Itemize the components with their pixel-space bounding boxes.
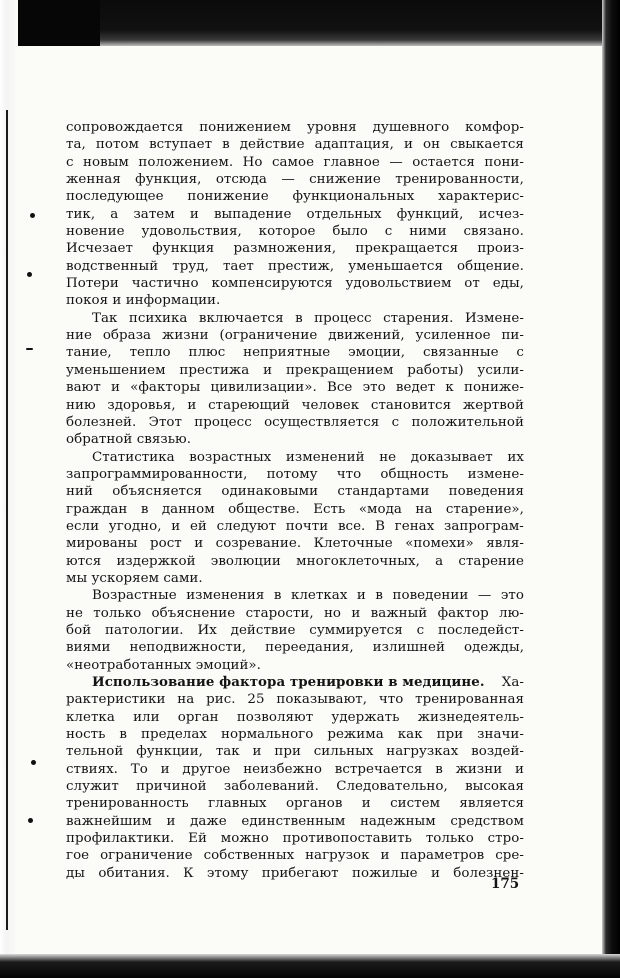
text-line: запрограммированности, потому что общность измене- <box>66 466 524 482</box>
text-line: последующее понижение функциональных характерис- <box>66 189 524 205</box>
paragraph <box>66 587 524 674</box>
text-line: новение удовольствия, которое было с ними связано. <box>66 224 524 240</box>
text-line: если угодно, и ей следуют почти все. В генах запрограм- <box>66 518 524 534</box>
text-line: водственный труд, тает престиж, уменьшается общение. <box>66 258 524 274</box>
paragraph <box>66 449 524 588</box>
text-line: тельной функции, так и при сильных нагрузках воздей- <box>66 744 524 760</box>
text-line: клетка или орган позволяют удержать жизнедеятель- <box>66 709 524 725</box>
page-number: 175 <box>491 876 520 892</box>
section-heading: Использование фактора тренировки в медицине. <box>92 674 485 690</box>
text-line: тание, тепло плюс неприятные эмоции, связанные с <box>66 345 524 361</box>
text-line: «неотработанных эмоций». <box>66 657 261 673</box>
text-line: не только объяснение старости, но и важный фактор лю- <box>66 605 524 621</box>
text-line: граждан в данном обществе. Есть «мода на старение», <box>66 501 524 517</box>
scan-left-edge-line <box>6 110 8 930</box>
scan-speck <box>31 760 36 765</box>
text-line: Статистика возрастных изменений не доказывает их <box>92 449 524 465</box>
paragraph <box>66 119 524 310</box>
text-line: Потери частично компенсируются удовольствием от еды, <box>66 276 524 292</box>
text-line: виями неподвижности, переедания, излишней одежды, <box>66 640 524 656</box>
text-line: ность в пределах нормального режима как при значи- <box>66 727 524 743</box>
text-line: мированы рост и созревание. Клеточные «помехи» явля- <box>66 536 524 552</box>
text-line: ний объясняется одинаковыми стандартами поведения <box>66 484 524 500</box>
text-line: женная функция, отсюда — снижение тренированности, <box>66 172 524 188</box>
text-line: бой патологии. Их действие суммируется с последейст- <box>66 622 524 638</box>
text-line <box>66 674 524 691</box>
text-line: ются издержкой эволюции многоклеточных, а старение <box>66 553 524 569</box>
text-line: уменьшением престижа и прекращением работы) усили- <box>66 362 524 378</box>
text-line: нию здоровья, и стареющий человек становится жертвой <box>66 397 524 413</box>
scan-right-border <box>602 0 620 978</box>
body-text <box>66 119 524 882</box>
text-line: с новым положением. Но самое главное — остается пони- <box>66 154 524 170</box>
scan-speck <box>28 818 33 823</box>
text-line: важнейшим и даже единственным надежным средством <box>66 813 524 829</box>
text-line: Исчезает функция размножения, прекращается произ- <box>66 241 524 257</box>
paragraph <box>66 310 524 449</box>
text-line: ды обитания. К этому прибегают пожилые и болезнен- <box>66 865 524 881</box>
text-line: обратной связью. <box>66 432 192 448</box>
text-line: профилактики. Ей можно противопоставить только стро- <box>66 831 524 847</box>
text-line: Возрастные изменения в клетках и в поведении — это <box>92 588 524 604</box>
text-line: тренированность главных органов и систем является <box>66 796 524 812</box>
text-line: тик, а затем и выпадение отдельных функций, исчез- <box>66 206 524 222</box>
text-line: мы ускоряем сами. <box>66 570 203 586</box>
scan-speck <box>30 213 35 218</box>
text-line: сопровождается понижением уровня душевного комфор- <box>66 120 524 135</box>
scan-left-margin <box>0 0 18 978</box>
scan-bottom-border <box>0 954 620 978</box>
text-line: гое ограничение собственных нагрузок и параметров сре- <box>66 848 524 864</box>
text-line: ние образа жизни (ограничение движений, усиленное пи- <box>66 328 524 344</box>
text-line: рактеристики на рис. 25 показывают, что тренированная <box>66 692 524 708</box>
text-line: ствиях. То и другое неизбежно встречается в жизни и <box>66 761 524 777</box>
text-line: Так психика включается в процесс старения. Измене- <box>92 310 524 326</box>
paragraph <box>66 674 524 882</box>
scan-speck <box>26 348 33 350</box>
text-line: та, потом вступает в действие адаптация, и он свыкается <box>66 137 524 153</box>
scan-speck <box>27 272 32 277</box>
heading-continuation: Ха- <box>501 675 524 690</box>
text-line: вают и «факторы цивилизации». Все это ведет к пониже- <box>66 380 524 396</box>
text-line: болезней. Этот процесс осуществляется с положительной <box>66 414 524 430</box>
text-line: служит причиной заболеваний. Следовательно, высокая <box>66 779 524 795</box>
text-line: покоя и информации. <box>66 293 221 309</box>
